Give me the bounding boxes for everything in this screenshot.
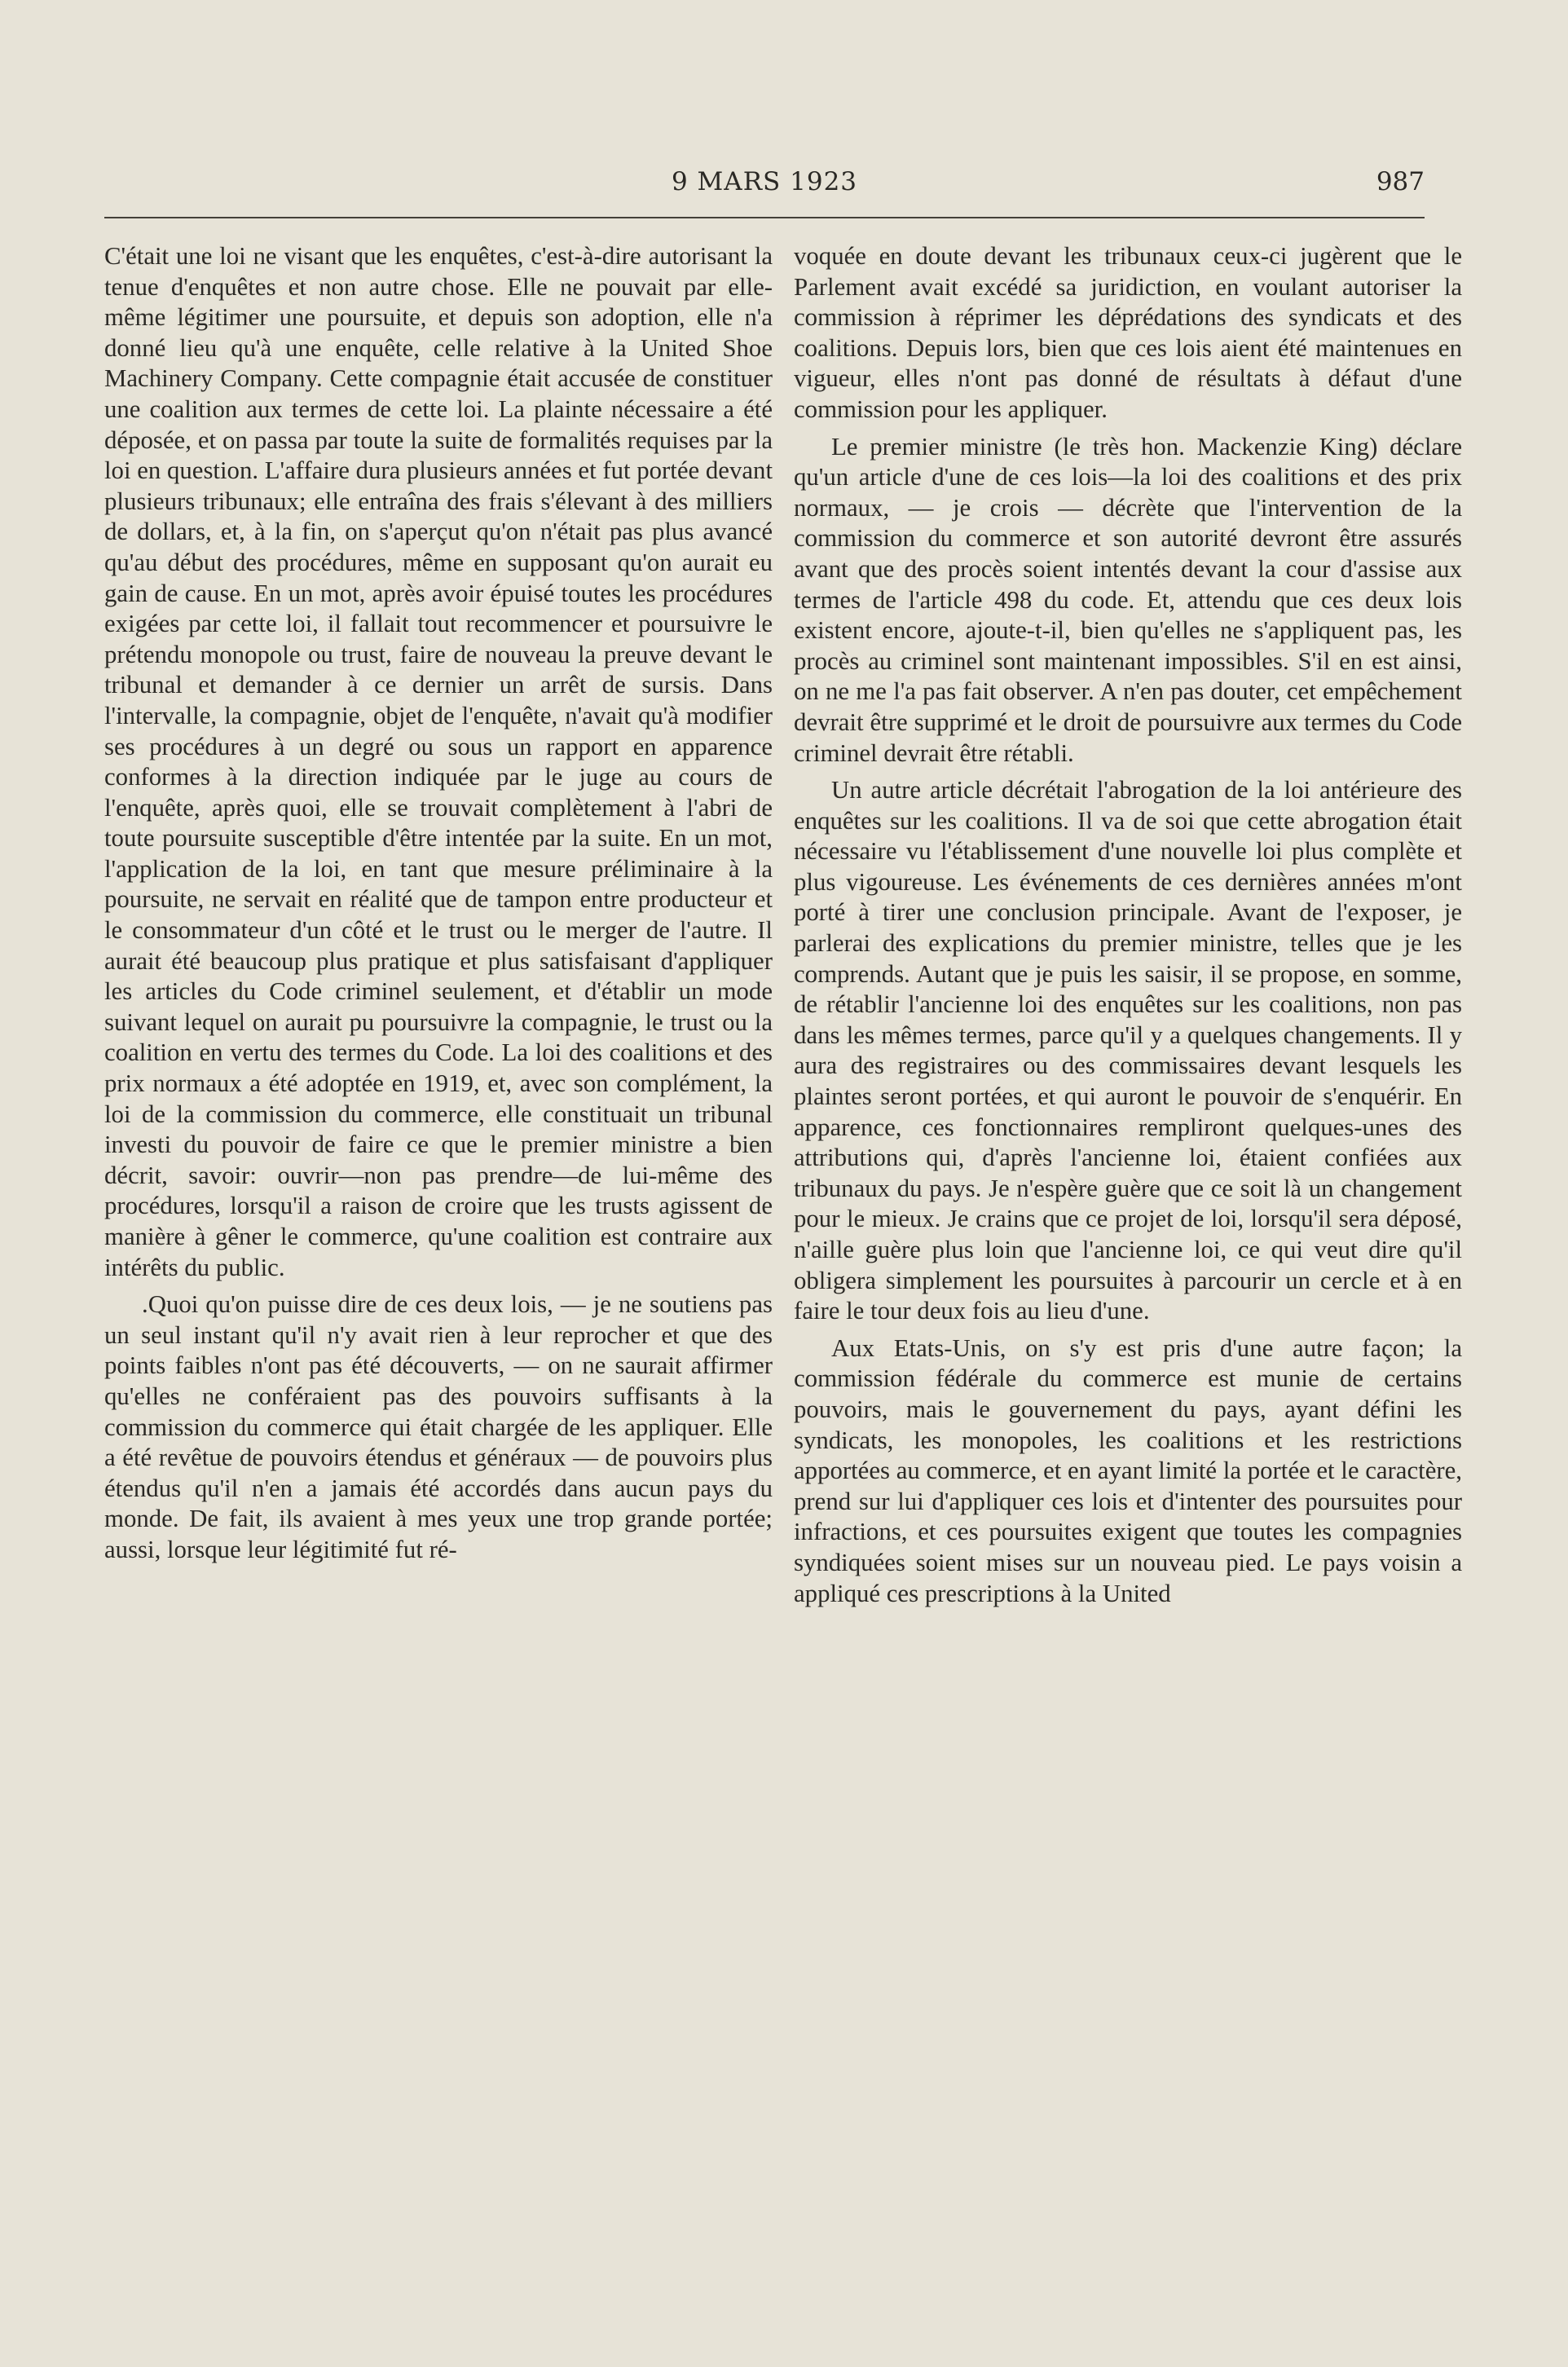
paragraph: .Quoi qu'on puisse dire de ces deux lois, — je ne soutiens pas un seul instant qu'il n'y avait rien à leur reprocher et que des points faibles n'ont pas été découverts, — on ne saurait affirmer qu'elles ne conféraient pas des pouvoirs suffisants à la commission du commerce qui était chargée de les appliquer. Elle a été revêtue de pouvoirs étendus et généraux — de pouvoirs plus étendus qu'il n'en a jamais été accordés dans aucun pays du monde. De fait, ils avaient à mes yeux une trop grande portée; aussi, lorsque leur légitimité fut ré- bbox=[104, 1290, 773, 1563]
paragraph: voquée en doute devant les tribunaux ceux-ci jugèrent que le Parlement avait excédé sa juridiction, en voulant autoriser la commission à réprimer les déprédations des syndicats et des coalitions. Depuis lors, bien que ces lois aient été maintenues en vigueur, elles n'ont pas donné de résultats à défaut d'une commission pour les appliquer. bbox=[794, 242, 1462, 423]
paragraph: Un autre article décrétait l'abrogation de la loi antérieure des enquêtes sur les coalitions. Il va de soi que cette abrogation était nécessaire vu l'établissement d'une nouvelle loi plus complète et plus vigoureuse. Les événements de ces dernières années m'ont porté à tirer une conclusion principale. Avant de l'exposer, je parlerai des explications du premier ministre, telles que je les comprends. Autant que je puis les saisir, il se propose, en somme, de rétablir l'ancienne loi des enquêtes sur les coalitions, non pas dans les mêmes termes, parce qu'il y a quelques changements. Il y aura des registraires ou des commissaires devant lesquels les plaintes seront portées, et qui auront le pouvoir de s'enquérir. En apparence, ces fonctionnaires rempliront quelques-unes des attributions qui, d'après l'ancienne loi, étaient confiées aux tribunaux du pays. Je n'espère guère que ce soit là un changement pour le mieux. Je crains que ce projet de loi, lorsqu'il sera déposé, n'aille guère plus loin que l'ancienne loi, ce qui veut dire qu'il obligera simplement les poursuites à parcourir un cercle et à en faire le tour deux fois au lieu d'une. bbox=[794, 776, 1462, 1325]
paragraph: C'était une loi ne visant que les enquêtes, c'est-à-dire autorisant la tenue d'enquêtes et non autre chose. Elle ne pouvait par elle-même légitimer une poursuite, et depuis son adoption, elle n'a donné lieu qu'à une enquête, celle relative à la United Shoe Machinery Company. Cette compagnie était accusée de constituer une coalition aux termes de cette loi. La plainte nécessaire a été déposée, et on passa par toute la suite de formalités requises par la loi en question. L'affaire dura plusieurs années et fut portée devant plusieurs tribunaux; elle entraîna des frais s'élevant à des milliers de dollars, et, à la fin, on s'aperçut qu'on n'était pas plus avancé qu'au début des procédures, même en supposant qu'on aurait eu gain de cause. En un mot, après avoir épuisé toutes les procédures exigées par cette loi, il fallait tout recommencer et poursuivre le prétendu monopole ou trust, faire de nouveau la preuve devant le tribunal et demander à ce dernier un arrêt de sursis. Dans l'intervalle, la compagnie, objet de l'enquête, n'avait qu'à modifier ses procédures à un degré ou sous un rapport en apparence conformes à la direction indiquée par le juge au cours de l'enquête, après quoi, elle se trouvait complètement à l'abri de toute poursuite susceptible d'être intentée par la suite. En un mot, l'application de la loi, en tant que mesure préliminaire à la poursuite, ne servait en réalité que de tampon entre producteur et le consommateur d'un côté et le trust ou le merger de l'autre. Il aurait été beaucoup plus pratique et plus satisfaisant d'appliquer les articles du Code criminel seulement, et d'établir un mode suivant lequel on aurait pu poursuivre la compagnie, le trust ou la coalition en vertu des termes du Code. La loi des coalitions et des prix normaux a été adoptée en 1919, et, avec son complément, la loi de la commission du commerce, elle constituait un tribunal investi du pouvoir de faire ce que le premier ministre a bien décrit, savoir: ouvrir—non pas prendre—de lui-même des procédures, lorsqu'il a raison de croire que les trusts agissent de manière à gêner le commerce, qu'une coalition est contraire aux intérêts du public. bbox=[104, 242, 773, 1281]
right-column bbox=[794, 241, 1462, 1612]
page-number: 987 bbox=[1376, 167, 1425, 196]
paragraph: Aux Etats-Unis, on s'y est pris d'une autre façon; la commission fédérale du commerce est munie de certains pouvoirs, mais le gouvernement du pays, ayant défini les syndicats, les monopoles, les coalitions et les restrictions apportées au commerce, et en ayant limité la portée et le caractère, prend sur lui d'appliquer ces lois et d'intenter des poursuites pour infractions, et ces poursuites exigent que toutes les compagnies syndiquées soient mises sur un nouveau pied. Le pays voisin a appliqué ces prescriptions à la United bbox=[794, 1333, 1462, 1607]
paragraph: Le premier ministre (le très hon. Mackenzie King) déclare qu'un article d'une de ces lois—la loi des coalitions et des prix normaux, — je crois — décrète que l'intervention de la commission du commerce et son autorité devront être assurés avant que des procès soient intentés devant la cour d'assise aux termes de l'article 498 du code. Et, attendu que ces deux lois existent encore, ajoute-t-il, bien qu'elles ne s'appliquent pas, les procès au criminel sont maintenant impossibles. S'il en est ainsi, on ne me l'a pas fait observer. A n'en pas douter, cet empêchement devrait être supprimé et le droit de poursuivre aux termes du Code criminel devrait être rétabli. bbox=[794, 432, 1462, 767]
page-header bbox=[104, 167, 1425, 216]
left-column bbox=[104, 241, 773, 1569]
header-date: 9 MARS 1923 bbox=[671, 167, 858, 196]
header-divider bbox=[104, 217, 1425, 218]
